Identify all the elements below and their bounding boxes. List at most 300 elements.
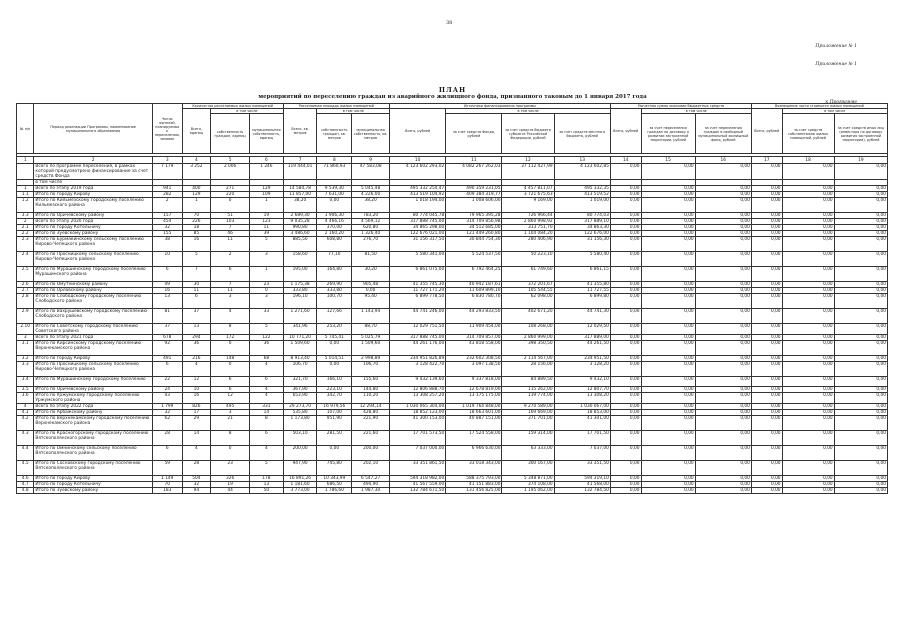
table-row xyxy=(17,309,888,324)
row-value: 155,60 xyxy=(352,377,390,387)
column-number-cell: 17 xyxy=(751,157,782,164)
row-value: 0,00 xyxy=(695,461,751,476)
row-value: 0,00 xyxy=(834,476,887,482)
row-value: 0,00 xyxy=(751,231,782,237)
col-number-header: № п/п xyxy=(17,104,34,154)
row-value: 0,00 xyxy=(610,482,641,488)
row-value: 594 318 982,00 xyxy=(390,476,446,482)
row-value: 8 913,40 xyxy=(283,356,317,362)
row-value: 1 509,60 xyxy=(352,341,390,356)
row-value: 18 663 601,00 xyxy=(446,410,502,416)
table-row xyxy=(17,341,888,356)
row-value: 0,00 xyxy=(834,393,887,404)
row-value: 84 889,50 xyxy=(502,377,554,387)
row-value: 0,00 xyxy=(834,446,887,461)
row-value: 16 xyxy=(182,393,211,404)
row-number: 3.4 xyxy=(17,377,34,387)
row-name: Итого по Слободскому городскому поселению Слободского района xyxy=(34,294,153,309)
row-value: 172 xyxy=(211,335,250,341)
row-value: 0,00 xyxy=(610,476,641,482)
row-value: 0,00 xyxy=(751,393,782,404)
row-value: 0,00 xyxy=(610,362,641,377)
row-value: 0,00 xyxy=(751,410,782,416)
row-number: 2.3 xyxy=(17,237,34,252)
row-value: 0,00 xyxy=(641,446,695,461)
row-value: 85 xyxy=(182,231,211,237)
table-row xyxy=(17,431,888,446)
row-value: 44 261,50 xyxy=(554,341,610,356)
row-value: 2 998,89 xyxy=(352,356,390,362)
row-value: 10 xyxy=(182,387,211,393)
row-value: 6 xyxy=(152,362,182,377)
row-name: Итого по Просницкому сельскому поселению Кирово-Чепецкого района xyxy=(34,252,153,267)
row-value: 0 xyxy=(250,288,284,294)
row-value: 0,00 xyxy=(751,282,782,288)
row-number: 3.3 xyxy=(17,362,34,377)
row-value: 885,50 xyxy=(283,237,317,252)
column-number-cell: 16 xyxy=(695,157,751,164)
row-value: 41 567 559,00 xyxy=(390,482,446,488)
row-value: 159 314,00 xyxy=(502,431,554,446)
row-value: 3 097 138,50 xyxy=(446,362,502,377)
row-value: 220 xyxy=(211,192,250,198)
column-number-cell: 2 xyxy=(34,157,153,164)
row-name: Итого по Красногорскому городскому поселению Вятскополянского района xyxy=(34,431,153,446)
row-value: 1 030 065 304,00 xyxy=(390,404,446,410)
row-value: 271 xyxy=(211,186,250,192)
table-row xyxy=(17,377,888,387)
row-value: 157 xyxy=(152,213,182,219)
row-value: 5 xyxy=(250,461,284,476)
row-name: Итого по Зуевскому району xyxy=(34,231,153,237)
row-value: 300 167,00 xyxy=(502,461,554,476)
row-value: 0,00 xyxy=(695,237,751,252)
row-value: 129 xyxy=(250,186,284,192)
column-number-cell: 1 xyxy=(17,157,34,164)
table-row xyxy=(17,461,888,476)
row-value: 1 xyxy=(250,267,284,282)
column-number-cell: 12 xyxy=(502,157,554,164)
row-value: 1 030 067,00 xyxy=(554,404,610,410)
row-value: 59 xyxy=(152,461,182,476)
row-number: 3 xyxy=(17,335,34,341)
row-value: 367,90 xyxy=(283,387,317,393)
row-value: 14 xyxy=(182,431,211,446)
row-value: 0,00 xyxy=(751,237,782,252)
row-value: 317 889,10 xyxy=(554,219,610,225)
row-value: 3 xyxy=(211,294,250,309)
row-value: 0,00 xyxy=(782,219,834,225)
row-value: 398 350,50 xyxy=(502,341,554,356)
row-value: 4 457 811,07 xyxy=(502,186,554,192)
table-row xyxy=(17,362,888,377)
rooms-incl-header: в том числе xyxy=(211,109,284,114)
row-value: 123 xyxy=(250,219,284,225)
row-value: 70 xyxy=(182,213,211,219)
row-name: Итого по Советскому городскому поселению Советского района xyxy=(34,324,153,335)
row-value: 0,00 xyxy=(751,186,782,192)
row-value: 0,00 xyxy=(834,431,887,446)
row-value: 34 865 298,00 xyxy=(390,225,446,231)
row-value: 0,00 xyxy=(695,282,751,288)
row-value: 0,00 xyxy=(610,341,641,356)
area-incl-header: в том числе xyxy=(317,109,390,114)
row-value: 32 xyxy=(152,410,182,416)
row-value: 0,00 xyxy=(751,252,782,267)
col-name-header: Период реализации Программы, наименование муниципального образования xyxy=(34,104,153,154)
row-value: 127,66 xyxy=(317,309,352,324)
row-value: 23 xyxy=(211,461,250,476)
row-value: 454 xyxy=(152,219,182,225)
row-value: 0,00 xyxy=(641,362,695,377)
row-value: 0,00 xyxy=(641,252,695,267)
row-name: Итого по Оричевскому району xyxy=(34,387,153,393)
row-value: 0,00 xyxy=(641,324,695,335)
row-value: 2 114 567,00 xyxy=(502,356,554,362)
row-value: 0,00 xyxy=(834,164,887,180)
row-value: 14 xyxy=(250,410,284,416)
row-value: 402 671,20 xyxy=(502,309,554,324)
row-value: 0,00 xyxy=(641,488,695,494)
row-value: 0,00 xyxy=(695,416,751,431)
row-value: 9 035,28 xyxy=(283,219,317,225)
row-value: 166,10 xyxy=(317,377,352,387)
row-number: 3.5 xyxy=(17,387,34,393)
row-value: 314 709 857,00 xyxy=(446,335,502,341)
row-value: 12 xyxy=(182,377,211,387)
row-value: 68 xyxy=(250,356,284,362)
row-name: Итого по Зуевскому району xyxy=(34,488,153,494)
row-value: 4 123 602,85 xyxy=(554,164,610,180)
row-value: 0,00 xyxy=(782,488,834,494)
row-value: 0,00 xyxy=(782,252,834,267)
row-value: 10 771,20 xyxy=(283,335,317,341)
row-value: 1 104 084,20 xyxy=(502,231,554,237)
row-value: 0,00 xyxy=(641,387,695,393)
row-value: 19 xyxy=(211,482,250,488)
row-value: 0,00 xyxy=(782,186,834,192)
row-value: 10 343,99 xyxy=(317,476,352,482)
row-value: 0,00 xyxy=(751,431,782,446)
row-value: 0,00 xyxy=(610,461,641,476)
row-value: 783,20 xyxy=(352,213,390,219)
row-value: 12 294,14 xyxy=(352,404,390,410)
row-value: 0 xyxy=(211,198,250,213)
row-value: 183 xyxy=(152,488,182,494)
table-row xyxy=(17,488,888,494)
row-value: 39 xyxy=(250,231,284,237)
row-value: 0,00 xyxy=(834,192,887,198)
savings-group-header: Расчетная сумма экономии бюджетных средств xyxy=(610,104,751,109)
row-value: 0,00 xyxy=(834,225,887,231)
row-value: 0,00 xyxy=(834,335,887,341)
row-value: 7 xyxy=(211,282,250,288)
row-value: 0,00 xyxy=(695,288,751,294)
row-value: 1 509,60 xyxy=(283,341,317,356)
row-value: 33 xyxy=(250,309,284,324)
row-value: 12 029 751,50 xyxy=(390,324,446,335)
row-value: 0,00 xyxy=(317,341,352,356)
row-value: 0,00 xyxy=(641,164,695,180)
row-value: 200,00 xyxy=(283,446,317,461)
row-name: Итого по Оричевскому району xyxy=(34,213,153,219)
row-value: 8 xyxy=(211,431,250,446)
row-value: 495 332,35 xyxy=(554,186,610,192)
row-value: 0,00 xyxy=(610,219,641,225)
row-value: 13 xyxy=(250,482,284,488)
row-value: 7 xyxy=(182,267,211,282)
row-value: 12 029,50 xyxy=(554,324,610,335)
row-value: 31 156 317,50 xyxy=(390,237,446,252)
row-value: 0,00 xyxy=(834,231,887,237)
row-value: 6 861 075,00 xyxy=(390,267,446,282)
row-name: Итого по Кильмезскому городскому поселению Кильмезского района xyxy=(34,198,153,213)
row-number: 3.6 xyxy=(17,393,34,404)
row-value: 0,00 xyxy=(782,461,834,476)
row-value: 2 xyxy=(211,252,250,267)
row-number: 4.8 xyxy=(17,488,34,494)
row-value: 0,00 xyxy=(352,288,390,294)
row-value: 9 270 589,00 xyxy=(502,404,554,410)
row-value: 132 784,50 xyxy=(554,488,610,494)
row-value: 0,00 xyxy=(834,482,887,488)
row-value: 50 223,10 xyxy=(502,252,554,267)
row-value: 6 xyxy=(250,377,284,387)
row-value: 234 951 826,89 xyxy=(390,356,446,362)
row-value: 62 098,00 xyxy=(502,294,554,309)
row-value: 0,00 xyxy=(782,294,834,309)
column-number-cell: 8 xyxy=(317,157,352,164)
fin-incl-header: в том числе xyxy=(446,109,611,114)
row-value: 7 179 xyxy=(152,164,182,180)
row-value: 686,50 xyxy=(317,482,352,488)
row-value: 17 701 573,50 xyxy=(390,431,446,446)
row-name: Итого по Арбажскому району xyxy=(34,410,153,416)
row-value: 6 xyxy=(152,446,182,461)
row-value: 0,00 xyxy=(782,267,834,282)
table-header xyxy=(17,104,888,164)
row-value: 0,00 xyxy=(610,416,641,431)
document-title: ПЛАН xyxy=(438,86,467,94)
row-value: 31 156,30 xyxy=(554,237,610,252)
row-value: 678 xyxy=(152,335,182,341)
row-value: 0,00 xyxy=(641,309,695,324)
row-value: 6 966 630,00 xyxy=(446,446,502,461)
row-value: 0,00 xyxy=(782,225,834,231)
row-value: 494,90 xyxy=(352,482,390,488)
row-value: 0,00 xyxy=(695,192,751,198)
row-value: 491 xyxy=(152,356,182,362)
row-value: 80 774,03 xyxy=(554,213,610,219)
row-value: 44 293 833,50 xyxy=(446,309,502,324)
row-value: 0,00 xyxy=(641,482,695,488)
row-value: 0,00 xyxy=(751,377,782,387)
row-value: 28 xyxy=(152,431,182,446)
row-value: 0,00 xyxy=(695,377,751,387)
local-budget-header: за счет средств местного бюджета, рублей xyxy=(554,114,610,154)
row-name: Итого по городу Котельничу xyxy=(34,225,153,231)
row-value: 34 512 685,00 xyxy=(446,225,502,231)
row-value: 81 xyxy=(152,309,182,324)
row-name: Всего по этапу 2021 года xyxy=(34,335,153,341)
row-value: 106,70 xyxy=(352,362,390,377)
row-value: 18 xyxy=(182,225,211,231)
row-value: 0,00 xyxy=(834,309,887,324)
row-value: 428,80 xyxy=(352,410,390,416)
row-number: 3.1 xyxy=(17,341,34,356)
row-value: 0,00 xyxy=(751,416,782,431)
row-value: 374 108,00 xyxy=(502,482,554,488)
row-value: 4 xyxy=(250,446,284,461)
row-value: 13 xyxy=(182,324,211,335)
financing-group-header: Источники финансирования программы xyxy=(390,104,611,109)
row-value: 0,00 xyxy=(782,288,834,294)
col-residents-header: Число жителей, планируемых к переселению, человек xyxy=(152,104,182,154)
row-value: 50 xyxy=(250,488,284,494)
row-value: 108 268,00 xyxy=(502,324,554,335)
row-value: 0,00 xyxy=(834,288,887,294)
column-number-cell: 3 xyxy=(152,157,182,164)
row-value: 409 384 319,77 xyxy=(446,192,502,198)
row-value: 0,00 xyxy=(641,294,695,309)
row-value: 0,00 xyxy=(695,488,751,494)
row-value: 0 xyxy=(211,341,250,356)
row-value: 16 xyxy=(152,288,182,294)
row-value: 40 942 187,61 xyxy=(446,282,502,288)
row-value: 1 326,40 xyxy=(352,231,390,237)
row-value: 1 173,80 xyxy=(283,416,317,431)
row-value: 0,00 xyxy=(695,404,751,410)
row-name: Итого по Просницкому сельскому поселению Кирово-Чепецкого района xyxy=(34,362,153,377)
row-value: 202,10 xyxy=(352,461,390,476)
row-value: 41 301,00 xyxy=(554,416,610,431)
row-value: 92 xyxy=(152,341,182,356)
row-value: 0,00 xyxy=(610,186,641,192)
row-value: 41 568,00 xyxy=(554,482,610,488)
row-value: 0,00 xyxy=(751,461,782,476)
row-value: 0,00 xyxy=(641,410,695,416)
row-value: 1 181,60 xyxy=(283,482,317,488)
row-value: 6 xyxy=(152,267,182,282)
row-value: 0,00 xyxy=(834,219,887,225)
row-value: 1 987,30 xyxy=(352,488,390,494)
row-value: 5 745,41 xyxy=(317,335,352,341)
row-value: 4 xyxy=(182,446,211,461)
row-value: 0,00 xyxy=(610,404,641,410)
rooms-citizens-header: собственность граждан, единиц xyxy=(211,114,250,154)
row-value: 280 406,90 xyxy=(502,237,554,252)
row-value: 0,00 xyxy=(834,267,887,282)
table-row xyxy=(17,294,888,309)
row-value: 0,00 xyxy=(641,404,695,410)
row-value: 2 860 998,92 xyxy=(502,219,554,225)
row-value: 1 246 xyxy=(250,164,284,180)
row-value: 0,00 xyxy=(610,387,641,393)
row-value: 41 355 745,30 xyxy=(390,282,446,288)
row-value: 47 583,08 xyxy=(352,164,390,180)
row-value: 80 774 045,78 xyxy=(390,213,446,219)
row-name: Итого по Мурашинскому городскому поселению xyxy=(34,377,153,387)
row-value: 0,00 xyxy=(610,192,641,198)
row-value: 0,00 xyxy=(695,252,751,267)
row-value: 38 xyxy=(152,237,182,252)
row-value: 1 175,38 xyxy=(283,282,317,288)
row-value: 16 979,56 xyxy=(317,404,352,410)
row-value: 4 xyxy=(250,393,284,404)
row-name: Итого по Омутнинскому району xyxy=(34,282,153,288)
column-number-cell: 9 xyxy=(352,157,390,164)
row-value: 951,90 xyxy=(317,416,352,431)
row-value: 0,00 xyxy=(610,410,641,416)
row-value: 2 160,20 xyxy=(317,231,352,237)
row-value: 131 456 825,00 xyxy=(446,488,502,494)
row-value: 0,00 xyxy=(695,198,751,213)
row-number: 4.2 xyxy=(17,416,34,431)
area-total-header: Всего, кв. метров xyxy=(283,109,317,154)
row-value: 226 xyxy=(182,219,211,225)
row-value: 100,70 xyxy=(317,294,352,309)
row-value: 1 xyxy=(182,198,211,213)
row-value: 3 xyxy=(211,410,250,416)
table-row xyxy=(17,446,888,461)
table-row xyxy=(17,198,888,213)
row-value: 36 xyxy=(182,341,211,356)
row-value: 178 xyxy=(250,476,284,482)
row-value: 0,00 xyxy=(695,356,751,362)
row-value: 122 xyxy=(250,335,284,341)
row-value: 105 544,55 xyxy=(502,288,554,294)
row-value: 0,00 xyxy=(695,309,751,324)
row-value: 0,00 xyxy=(782,356,834,362)
row-value: 1 xyxy=(250,198,284,213)
row-value: 6 792 464,25 xyxy=(446,267,502,282)
row-value: 36 xyxy=(250,341,284,356)
row-value: 5 580,40 xyxy=(554,252,610,267)
savings-free-fund-header: за счет переселения граждан в свободный муниципальный жилищный фонд, рублей xyxy=(695,114,751,154)
row-value: 28 156,00 xyxy=(502,362,554,377)
row-value: 0,00 xyxy=(834,282,887,288)
row-value: 223,10 xyxy=(317,387,352,393)
row-value: 79 965 395,28 xyxy=(446,213,502,219)
row-value: 109 xyxy=(250,192,284,198)
row-value: 62 xyxy=(152,416,182,431)
row-value: 5 348 871,00 xyxy=(502,476,554,482)
row-value: 333,80 xyxy=(283,288,317,294)
row-value: 0,00 xyxy=(751,192,782,198)
comp-investor-header: за счет средств иных лиц (инвестора по договору развития застроенной территории), рублей xyxy=(834,114,887,154)
row-value: 5 580 341,00 xyxy=(390,252,446,267)
row-number: 2.4 xyxy=(17,252,34,267)
row-name: Всего по этапу 2022 года xyxy=(34,404,153,410)
row-value: 4 123 602 293,02 xyxy=(390,164,446,180)
row-value: 0,00 xyxy=(695,482,751,488)
row-name: Итого по городу Котельничу xyxy=(34,482,153,488)
row-value: 1 149 xyxy=(152,476,182,482)
row-value: 0,00 xyxy=(695,393,751,404)
row-value: 95,40 xyxy=(352,294,390,309)
row-value: 18 852 123,00 xyxy=(390,410,446,416)
row-value: 29 xyxy=(182,416,211,431)
table-row xyxy=(17,164,888,180)
row-value: 6 xyxy=(211,387,250,393)
row-value: 9 432,10 xyxy=(554,377,610,387)
row-value: 43 xyxy=(152,393,182,404)
column-number-cell: 18 xyxy=(782,157,834,164)
row-value: 6 xyxy=(250,431,284,446)
row-value: 0,00 xyxy=(751,404,782,410)
row-value: 200,00 xyxy=(352,446,390,461)
row-value: 281,50 xyxy=(317,431,352,446)
